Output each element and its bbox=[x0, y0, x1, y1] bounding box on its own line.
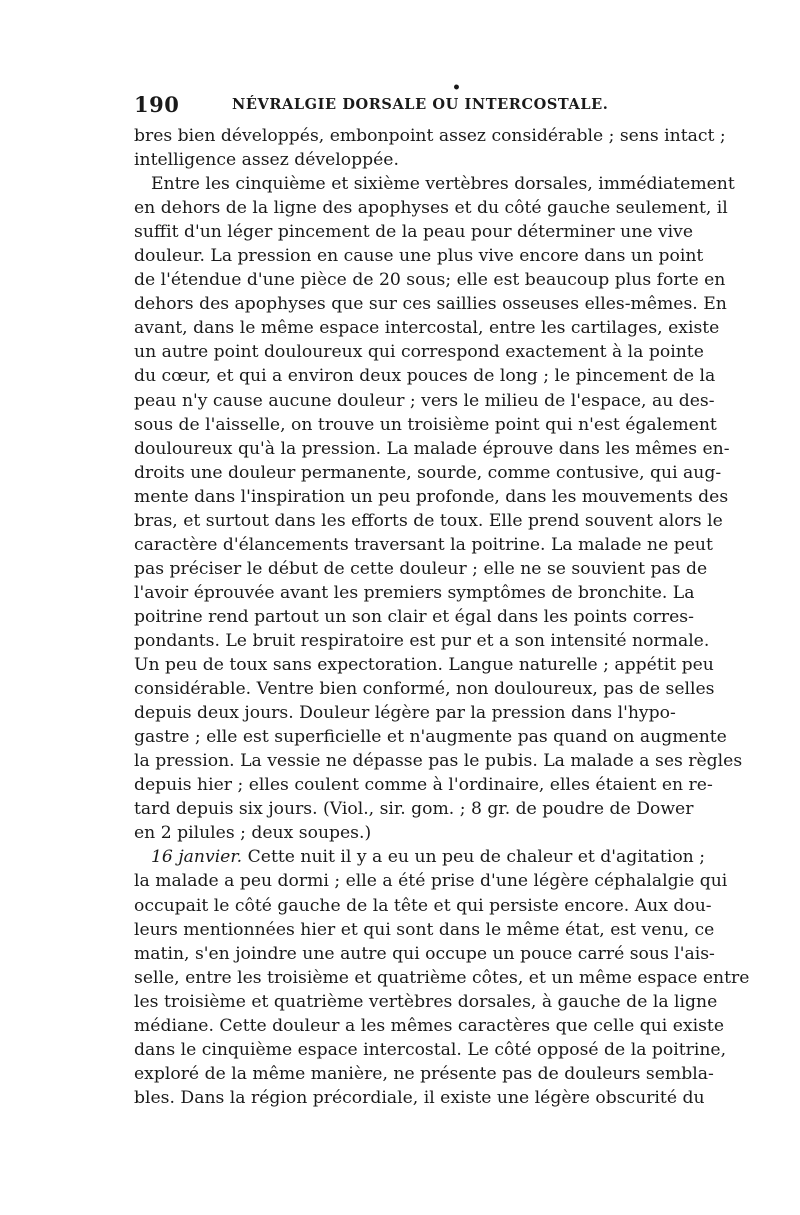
text-line: l'avoir éprouvée avant les premiers symptômes de bronchite. La bbox=[134, 582, 695, 603]
text-line: matin, s'en joindre une autre qui occupe un pouce carré sous l'ais- bbox=[134, 943, 715, 964]
ink-dot: • bbox=[452, 80, 461, 96]
text-line: pondants. Le bruit respiratoire est pur et a son intensité normale. bbox=[134, 630, 710, 651]
body-text bbox=[134, 124, 750, 1110]
text-line: dans le cinquième espace intercostal. Le côté opposé de la poitrine, bbox=[134, 1039, 727, 1060]
text-line: les troisième et quatrième vertèbres dorsales, à gauche de la ligne bbox=[134, 991, 718, 1012]
dated-entry-line bbox=[134, 845, 705, 869]
text-line: la pression. La vessie ne dépasse pas le pubis. La malade a ses règles bbox=[134, 751, 743, 772]
text-line: la malade a peu dormi ; elle a été prise d'une légère céphalalgie qui bbox=[134, 871, 728, 892]
text-line: douleur. La pression en cause une plus vive encore dans un point bbox=[134, 246, 704, 267]
entry-date: 16 janvier. bbox=[151, 847, 243, 868]
text-line: Un peu de toux sans expectoration. Langue naturelle ; appétit peu bbox=[134, 655, 714, 676]
text-line: considérable. Ventre bien conformé, non douloureux, pas de selles bbox=[134, 679, 715, 700]
text-line: douloureux qu'à la pression. La malade éprouve dans les mêmes en- bbox=[134, 438, 730, 459]
text-line: bres bien développés, embonpoint assez considérable ; sens intact ; bbox=[134, 126, 726, 146]
text-line: dehors des apophyses que sur ces saillies osseuses elles-mêmes. En bbox=[134, 294, 727, 315]
text-line: tard depuis six jours. (Viol., sir. gom. ; 8 gr. de poudre de Dower bbox=[134, 799, 694, 820]
text-line: avant, dans le même espace intercostal, entre les cartilages, existe bbox=[134, 318, 720, 339]
running-head bbox=[134, 80, 670, 124]
text-line: intelligence assez développée. bbox=[134, 150, 399, 171]
entry-text: Cette nuit il y a eu un peu de chaleur et d'agitation ; bbox=[242, 847, 705, 868]
text-line: sous de l'aisselle, on trouve un troisième point qui n'est également bbox=[134, 414, 717, 435]
text-line: pas préciser le début de cette douleur ; elle ne se souvient pas de bbox=[134, 558, 708, 579]
text-line: depuis deux jours. Douleur légère par la pression dans l'hypo- bbox=[134, 703, 676, 724]
book-page bbox=[134, 80, 750, 1110]
text-line: droits une douleur permanente, sourde, comme contusive, qui aug- bbox=[134, 462, 722, 483]
text-line: de l'étendue d'une pièce de 20 sous; elle est beaucoup plus forte en bbox=[134, 270, 726, 291]
text-line: en dehors de la ligne des apophyses et du côté gauche seulement, il bbox=[134, 198, 728, 219]
paragraph-start-line: Entre les cinquième et sixième vertèbres dorsales, immédiatement bbox=[151, 174, 735, 195]
text-line: mente dans l'inspiration un peu profonde, dans les mouvements des bbox=[134, 486, 729, 507]
text-line: leurs mentionnées hier et qui sont dans le même état, est venu, ce bbox=[134, 919, 715, 940]
text-line: suffit d'un léger pincement de la peau pour déterminer une vive bbox=[134, 222, 694, 243]
text-line: un autre point douloureux qui correspond exactement à la pointe bbox=[134, 342, 704, 363]
page-number: 190 bbox=[134, 92, 180, 117]
text-line: du cœur, et qui a environ deux pouces de long ; le pincement de la bbox=[134, 366, 716, 387]
text-line: en 2 pilules ; deux soupes.) bbox=[134, 823, 372, 844]
text-line: occupait le côté gauche de la tête et qui persiste encore. Aux dou- bbox=[134, 895, 712, 916]
text-line: bras, et surtout dans les efforts de toux. Elle prend souvent alors le bbox=[134, 510, 723, 531]
text-line: exploré de la même manière, ne présente pas de douleurs sembla- bbox=[134, 1063, 714, 1084]
text-line: gastre ; elle est superficielle et n'augmente pas quand on augmente bbox=[134, 727, 727, 748]
text-line: poitrine rend partout un son clair et égal dans les points corres- bbox=[134, 606, 694, 627]
text-line: selle, entre les troisième et quatrième côtes, et un même espace entre bbox=[134, 967, 750, 988]
text-line: depuis hier ; elles coulent comme à l'ordinaire, elles étaient en re- bbox=[134, 775, 713, 796]
text-line: peau n'y cause aucune douleur ; vers le milieu de l'espace, au des- bbox=[134, 390, 715, 411]
text-line: bles. Dans la région précordiale, il existe une légère obscurité du bbox=[134, 1087, 705, 1108]
text-line: caractère d'élancements traversant la poitrine. La malade ne peut bbox=[134, 534, 713, 555]
text-line: médiane. Cette douleur a les mêmes caractères que celle qui existe bbox=[134, 1015, 725, 1036]
running-title: NÉVRALGIE DORSALE OU INTERCOSTALE. bbox=[232, 96, 609, 113]
